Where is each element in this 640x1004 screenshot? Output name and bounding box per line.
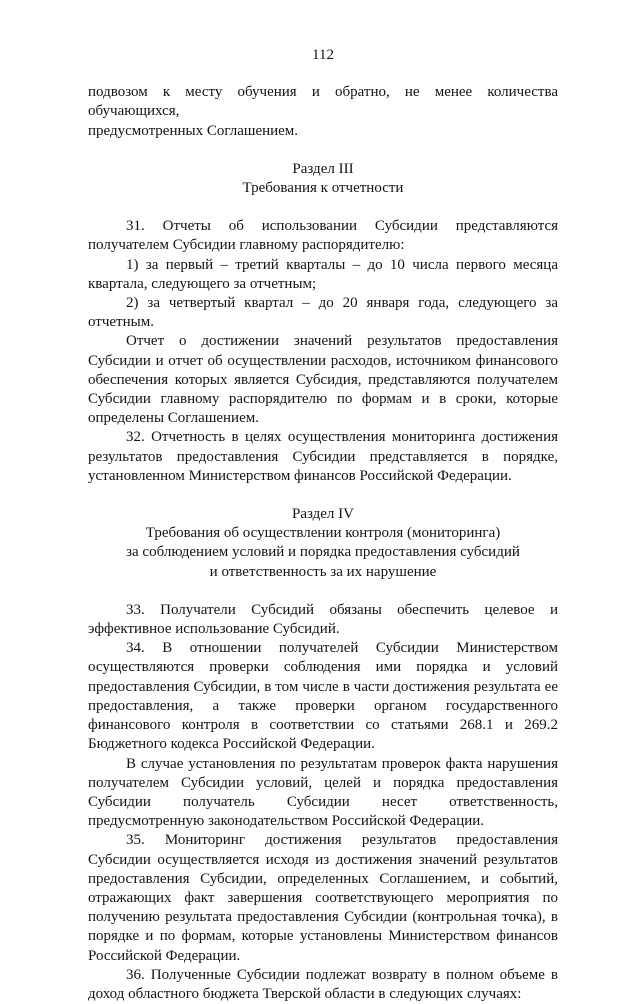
paragraph-34: 34. В отношении получателей Субсидии Министерством осуществляются проверки соблюдения ими порядка и условий предоставления Субсидии, в том числе в части достижения результата ее предоставления, а также проверки органом государственного финансового контроля в соответствии со статьями 268.1 и 269.2 Бюджетного кодекса Российской Федерации. [88,640,558,753]
section-4-heading-line-1: Требования об осуществлении контроля (мониторинга) [145,525,501,542]
intro-line-1: подвозом к месту обучения и обратно, не менее количества обучающихся, [88,84,558,120]
paragraph-34-liability: В случае установления по результатам проверок факта нарушения получателем Субсидии условий, целей и порядка предоставления Субсидии получатель Субсидии несет ответственность, предусмотренную законодательством Российской Федерации. [88,755,558,830]
paragraph-35: 35. Мониторинг достижения результатов предоставления Субсидии осуществляется исходя из достижения значений результатов предоставления Субсидии, определенных Соглашением, и событий, отражающих факт завершения соответствующего мероприятия по получению результата предоставления Субсидии (контрольная точка), в порядке и по формам, которые установлены Министерством финансов Российской Федерации. [88,832,558,964]
document-page [88,46,558,1004]
section-3-subtitle: Требования к отчетности [242,180,404,197]
paragraph-31: 31. Отчеты об использовании Субсидии представляются получателем Субсидии главному распорядителю: [88,218,558,254]
paragraph-31-item-2: 2) за четвертый квартал – до 20 января года, следующего за отчетным. [88,295,558,331]
paragraph-33: 33. Получатели Субсидий обязаны обеспечить целевое и эффективное использование Субсидий. [88,601,558,638]
paragraph-31-report: Отчет о достижении значений результатов предоставления Субсидии и отчет об осуществлении расходов, источником финансового обеспечения которых является Субсидия, представляются получателем Субсидии главному распорядителю по формам и в сроки, которые определены Соглашением. [88,333,558,427]
intro-line-2: предусмотренных Соглашением. [88,122,299,139]
paragraph-31-item-1: 1) за первый – третий кварталы – до 10 числа первого месяца квартала, следующего за отчетным; [88,256,558,292]
section-4-heading-line-3: и ответственность за их нарушение [209,563,437,580]
section-3-title: Раздел III [292,160,354,177]
paragraph-36: 36. Полученные Субсидии подлежат возврату в полном объеме в доход областного бюджета Тверской области в следующих случаях: [88,966,558,1002]
section-4-title: Раздел IV [291,506,354,523]
paragraph-32: 32. Отчетность в целях осуществления мониторинга достижения результатов предоставления Субсидии представляется в порядке, установленном Министерством финансов Российской Федерации. [88,429,558,484]
section-4-heading-line-2: за соблюдением условий и порядка предоставления субсидий [126,544,520,561]
page-number: 112 [312,47,334,63]
